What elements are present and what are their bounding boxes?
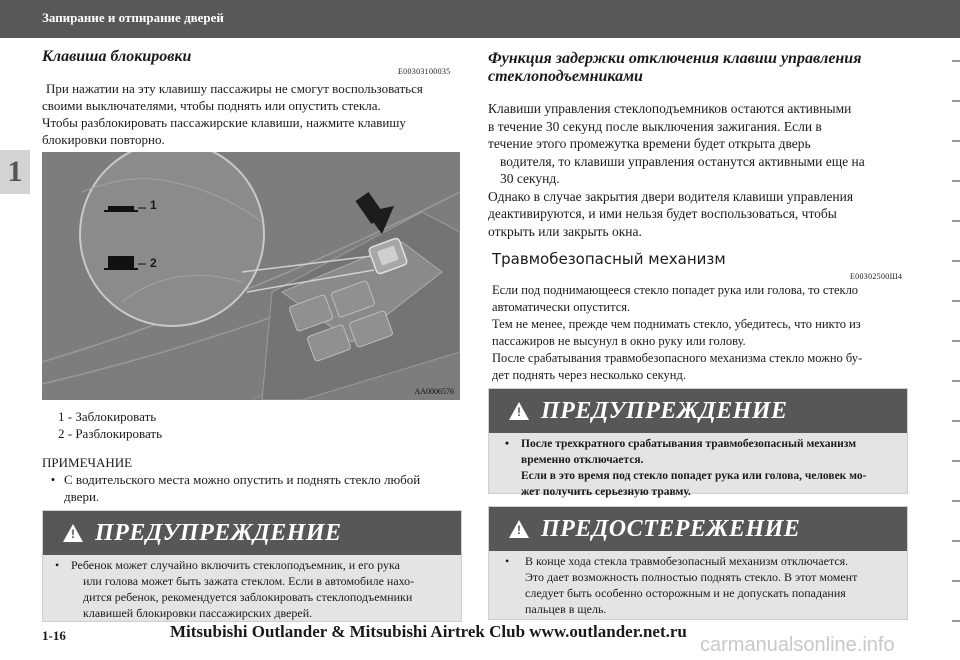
text-line: открыть или закрыть окна. xyxy=(488,223,642,239)
door-panel-drawing xyxy=(42,152,460,400)
text-line: С водительского места можно опустить и поднять стекло любой xyxy=(64,472,421,487)
text-line: После срабатывания травмобезопасного механизма стекло можно бу- xyxy=(492,351,863,365)
bullet: • xyxy=(505,438,510,450)
caution-item xyxy=(489,551,907,617)
warning-icon xyxy=(63,524,83,542)
text-line: водителя, то клавиши управления останутся активными еще на xyxy=(500,153,865,169)
bullet: • xyxy=(505,554,510,568)
text-line: пальцев в щель. xyxy=(525,602,607,616)
warning-text xyxy=(71,557,414,621)
warning-icon xyxy=(509,402,529,420)
text-line: автоматически опустится. xyxy=(492,300,631,314)
text-line: Функция задержки отключения клавиш управления xyxy=(488,50,862,67)
text-line: клавишей блокировки пассажирских дверей. xyxy=(83,606,313,620)
figure-legend xyxy=(58,408,162,442)
label-2: 2 xyxy=(150,256,157,270)
edge-index-marks xyxy=(947,40,960,640)
text-line: После трехкратного срабатывания травмобезопасный механизм xyxy=(521,438,857,450)
figure-code: AA0006576 xyxy=(414,387,454,396)
text-line: жет получить серьезную травму. xyxy=(521,486,691,498)
chapter-tab xyxy=(0,150,30,194)
text-line: двери. xyxy=(64,489,100,504)
bullet: • xyxy=(50,472,56,487)
text-line: Если в это время под стекло попадет рука или голова, человек мо- xyxy=(521,470,867,482)
lock-key-heading: Клавиша блокировки xyxy=(42,48,192,65)
section-code-2: E00302500Ш4 xyxy=(850,272,903,281)
caution-title: ПРЕДОСТЕРЕЖЕНИЕ xyxy=(541,515,801,542)
note-item xyxy=(42,471,462,505)
text-line: пассажиров не высунул в окно руку или голову. xyxy=(492,334,746,348)
anti-pinch-heading: Травмобезопасный механизм xyxy=(492,250,726,268)
lock-key-description xyxy=(42,80,462,148)
legend-item-lock: 1 - Заблокировать xyxy=(58,409,157,424)
caution-box xyxy=(488,506,908,620)
text-line: Клавиши управления стеклоподъемников остаются активными xyxy=(488,101,852,116)
text-line: блокировки повторно. xyxy=(42,132,165,147)
caution-header xyxy=(489,507,907,551)
text-line: дет поднять через несколько секунд. xyxy=(492,368,686,382)
label-1: 1 xyxy=(150,198,157,212)
text-line: в течение 30 секунд после выключения зажигания. Если в xyxy=(488,118,822,134)
footer-site-link[interactable]: Mitsubishi Outlander & Mitsubishi Airtrek Club www.outlander.net.ru xyxy=(170,622,687,641)
anti-pinch-warning-box xyxy=(488,388,908,498)
text-line: 30 секунд. xyxy=(500,171,560,186)
anti-pinch-description xyxy=(492,282,912,384)
caution-text xyxy=(525,553,857,617)
text-line: дится ребенок, рекомендуется заблокировать стеклоподъемники xyxy=(83,590,413,604)
lock-switch-illustration xyxy=(42,152,460,400)
warning-title: ПРЕДУПРЕЖДЕНИЕ xyxy=(95,519,342,546)
text-line: При нажатии на эту клавишу пассажиры не смогут воспользоваться xyxy=(46,81,423,96)
bullet: • xyxy=(55,558,60,572)
text-line: Чтобы разблокировать пассажирские клавиши, нажмите клавишу xyxy=(42,115,406,130)
text-line: Тем не менее, прежде чем поднимать стекло, убедитесь, что никто из xyxy=(492,317,861,331)
chapter-number: 1 xyxy=(7,155,23,188)
note-text xyxy=(64,471,420,505)
text-line: стеклоподъемниками xyxy=(488,68,643,85)
text-line: или голова может быть зажата стеклом. Если в автомобиле нахо- xyxy=(83,574,415,588)
note-title: ПРИМЕЧАНИЕ xyxy=(42,455,133,470)
delay-function-description xyxy=(488,100,908,240)
section-code: E00303100035 xyxy=(398,67,451,76)
warning-item xyxy=(43,555,461,621)
text-line: течение этого промежутка времени будет открыта дверь xyxy=(488,136,811,151)
text-line: временно отключается. xyxy=(521,454,644,466)
text-line: Если под поднимающееся стекло попадет рука или голова, то стекло xyxy=(492,283,859,297)
warning-item xyxy=(489,433,907,500)
note-block xyxy=(42,454,462,505)
warning-title: ПРЕДУПРЕЖДЕНИЕ xyxy=(541,397,788,424)
warning-header xyxy=(43,511,461,555)
text-line: В конце хода стекла травмобезопасный механизм отключается. xyxy=(525,554,849,568)
text-line: деактивируются, и ими нельзя будет воспользоваться, чтобы xyxy=(488,206,837,221)
text-line: Это дает возможность полностью поднять стекло. В этот момент xyxy=(525,570,858,584)
section-title: Запирание и отпирание дверей xyxy=(42,10,224,25)
text-line: Однако в случае закрытия двери водителя клавиши управления xyxy=(488,188,854,204)
page-number: 1-16 xyxy=(42,628,66,643)
text-line: своими выключателями, чтобы поднять или опустить стекла. xyxy=(42,98,381,113)
warning-header xyxy=(489,389,907,433)
text-line: следует быть особенно осторожным и не допускать попадания xyxy=(525,586,846,600)
text-line: Ребенок может случайно включить стеклоподъемник, и его рука xyxy=(71,558,400,572)
caution-icon xyxy=(509,520,529,538)
delay-function-heading xyxy=(488,50,908,86)
warning-text xyxy=(521,436,866,500)
legend-item-unlock: 2 - Разблокировать xyxy=(58,426,163,441)
watermark: carmanualsonline.info xyxy=(700,634,895,656)
child-warning-box xyxy=(42,510,462,622)
